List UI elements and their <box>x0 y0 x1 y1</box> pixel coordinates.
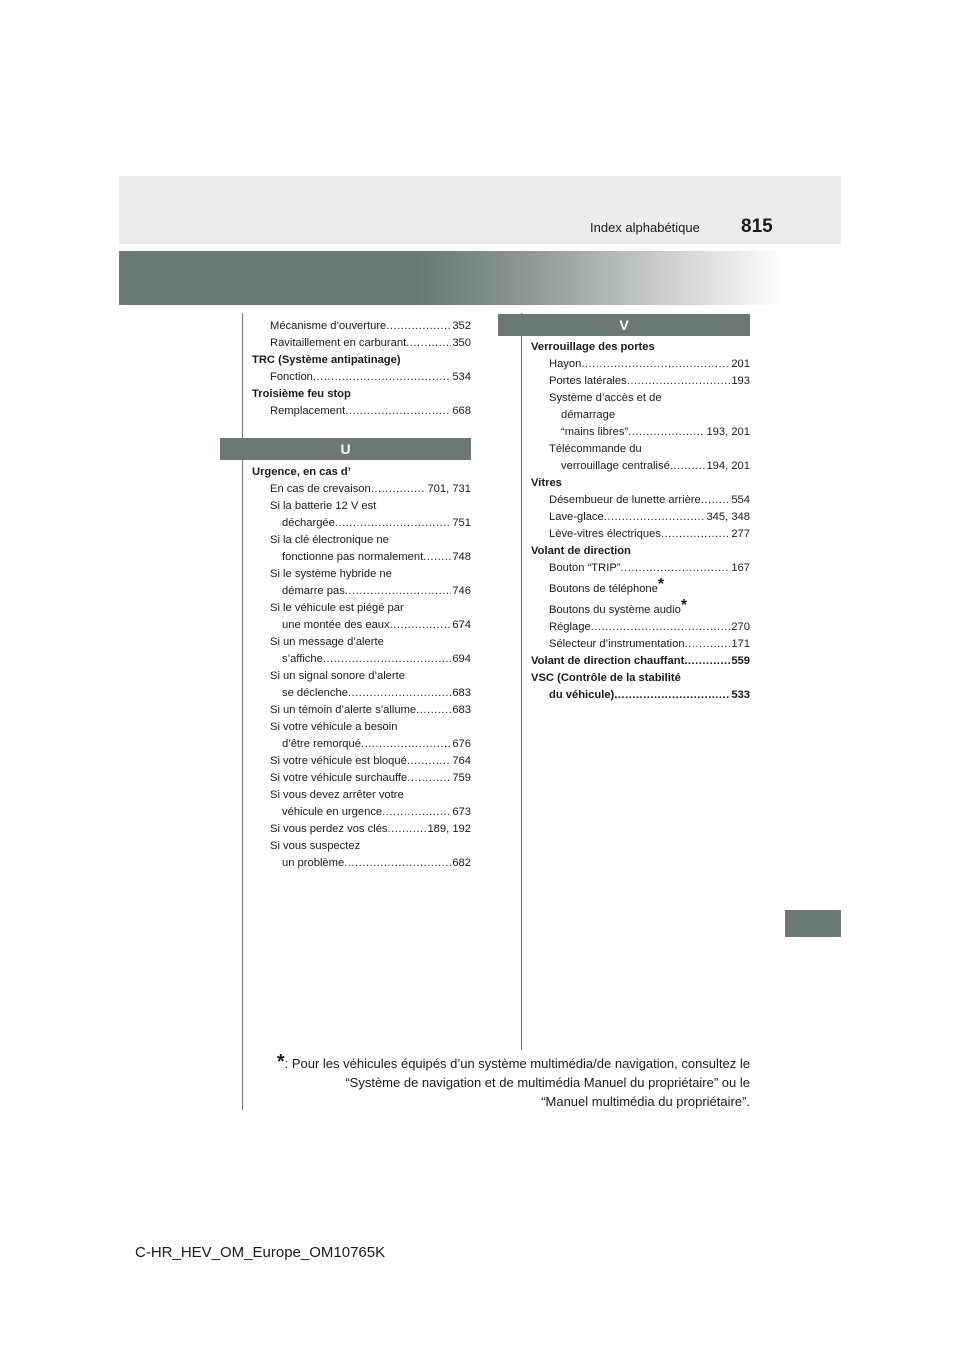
index-entry <box>531 577 750 598</box>
dot-leader <box>313 369 451 386</box>
dot-leader <box>371 481 427 498</box>
index-entry-pages: 193, 201 <box>706 426 750 438</box>
index-entry-label: Volant de direction <box>531 545 631 557</box>
index-entry <box>252 736 471 753</box>
index-entry-label: En cas de crevaison <box>270 483 371 495</box>
index-entry <box>531 543 750 560</box>
index-entry <box>252 386 471 403</box>
index-entry <box>252 804 471 821</box>
index-entry <box>252 335 471 352</box>
index-entry <box>531 509 750 526</box>
dot-leader <box>621 560 731 577</box>
index-entry-label: Si un signal sonore d’alerte <box>270 670 405 682</box>
index-entry-pages: 682 <box>452 857 471 869</box>
index-entry <box>252 855 471 872</box>
document-id: C-HR_HEV_OM_Europe_OM10765K <box>135 1244 386 1261</box>
index-entry <box>252 770 471 787</box>
chapter-tab-marker <box>785 910 841 937</box>
index-entry <box>531 636 750 653</box>
index-entry-label: Si vous suspectez <box>270 840 361 852</box>
index-entry <box>252 753 471 770</box>
index-entry <box>531 653 750 670</box>
index-entry-label: VSC (Contrôle de la stabilité <box>531 672 681 684</box>
index-entry <box>252 549 471 566</box>
index-entry <box>252 464 471 481</box>
footnote-line-3: “Manuel multimédia du propriétaire”. <box>541 1094 750 1109</box>
section-letter-v: V <box>498 314 750 336</box>
dot-leader <box>406 335 451 352</box>
index-entry <box>252 352 471 369</box>
index-entry <box>252 318 471 335</box>
index-entry-label: se déclenche <box>282 687 348 699</box>
index-entry-label: Si vous devez arrêter votre <box>270 789 404 801</box>
index-entry <box>252 668 471 685</box>
index-entry-pages: 270 <box>731 621 750 633</box>
index-entry <box>531 598 750 619</box>
index-entry <box>252 787 471 804</box>
index-entry <box>252 515 471 532</box>
index-entry-pages: 694 <box>452 653 471 665</box>
index-entry <box>252 403 471 420</box>
index-entry-label: déchargée <box>282 517 335 529</box>
index-entry <box>252 498 471 515</box>
index-entry-pages: 167 <box>731 562 750 574</box>
dot-leader <box>701 492 731 509</box>
index-entry-pages: 201 <box>731 358 750 370</box>
index-entry-label: s’affiche <box>282 653 323 665</box>
index-entry <box>252 719 471 736</box>
index-entry-label: véhicule en urgence <box>282 806 383 818</box>
dot-leader <box>361 736 451 753</box>
dot-leader <box>614 687 730 704</box>
footnote-marker: * <box>276 1051 285 1073</box>
dot-leader <box>423 549 451 566</box>
dot-leader <box>628 424 705 441</box>
index-entry <box>531 407 750 424</box>
index-entry-pages: 751 <box>452 517 471 529</box>
index-entry-pages: 350 <box>452 337 471 349</box>
index-entry-label: Si le véhicule est piégé par <box>270 602 404 614</box>
index-entry-pages: 673 <box>452 806 471 818</box>
dot-leader <box>627 373 731 390</box>
dot-leader <box>581 356 730 373</box>
index-entry-label: du véhicule) <box>549 689 615 701</box>
header-band <box>119 176 841 244</box>
index-entry <box>531 560 750 577</box>
index-entry-label: Si votre véhicule surchauffe <box>270 772 408 784</box>
dot-leader <box>388 821 427 838</box>
index-entry <box>531 424 750 441</box>
index-entry-pages: 746 <box>452 585 471 597</box>
dot-leader <box>345 403 451 420</box>
index-entry <box>252 532 471 549</box>
index-entry-label: Boutons de téléphone <box>549 583 658 595</box>
index-entry <box>531 339 750 356</box>
dot-leader <box>591 619 731 636</box>
index-entry-label: Si un message d’alerte <box>270 636 384 648</box>
index-entry-label: Sélecteur d’instrumentation <box>549 638 685 650</box>
footnote <box>250 1053 750 1111</box>
page-number: 815 <box>741 216 773 237</box>
index-entry-label: Vitres <box>531 477 562 489</box>
left-column-bottom <box>252 464 471 872</box>
index-entry-pages: 171 <box>731 638 750 650</box>
index-entry <box>252 702 471 719</box>
index-entry-label: Troisième feu stop <box>252 388 351 400</box>
index-entry-label: Si vous perdez vos clés <box>270 823 388 835</box>
dot-leader <box>345 583 452 600</box>
index-entry <box>252 838 471 855</box>
left-column-top <box>252 318 471 420</box>
index-entry-pages: 748 <box>452 551 471 563</box>
index-entry-label: Si la clé électronique ne <box>270 534 389 546</box>
index-entry-pages: 194, 201 <box>706 460 750 472</box>
index-entry-pages: 559 <box>731 655 750 667</box>
index-entry <box>252 821 471 838</box>
index-entry-label: Si un témoin d’alerte s’allume <box>270 704 417 716</box>
index-entry <box>252 481 471 498</box>
index-entry-label: Réglage <box>549 621 591 633</box>
index-entry-label: Urgence, en cas d’ <box>252 466 351 478</box>
index-entry-label: Système d’accès et de <box>549 392 662 404</box>
section-letter-u: U <box>220 438 471 460</box>
index-entry-label: Hayon <box>549 358 582 370</box>
index-entry-label: Si le système hybride ne <box>270 568 392 580</box>
index-entry-pages: 668 <box>452 405 471 417</box>
index-entry-pages: 277 <box>731 528 750 540</box>
dot-leader <box>386 318 451 335</box>
index-entry-label: TRC (Système antipatinage) <box>252 354 401 366</box>
index-entry-label: un problème <box>282 857 345 869</box>
index-entry-label: Volant de direction chauffant <box>531 655 685 667</box>
index-entry <box>252 617 471 634</box>
index-entry-pages: 683 <box>452 687 471 699</box>
dot-leader <box>661 526 730 543</box>
index-entry <box>531 619 750 636</box>
index-entry-label: Lève-vitres électriques <box>549 528 661 540</box>
index-entry <box>531 670 750 687</box>
index-entry <box>252 685 471 702</box>
index-entry <box>252 634 471 651</box>
index-entry-label: Verrouillage des portes <box>531 341 655 353</box>
index-entry <box>531 441 750 458</box>
index-entry-label: Mécanisme d’ouverture <box>270 320 387 332</box>
index-entry-pages: 189, 192 <box>427 823 471 835</box>
index-entry-pages: 683 <box>452 704 471 716</box>
index-entry-pages: 676 <box>452 738 471 750</box>
index-entry-label: Si la batterie 12 V est <box>270 500 377 512</box>
index-entry <box>531 687 750 704</box>
dot-leader <box>335 515 451 532</box>
dot-leader <box>323 651 451 668</box>
index-entry-pages: 533 <box>731 689 750 701</box>
index-entry <box>531 373 750 390</box>
index-entry-label: Lave-glace <box>549 511 604 523</box>
dot-leader <box>348 685 451 702</box>
index-entry-pages: 193 <box>731 375 750 387</box>
index-entry-pages: 554 <box>731 494 750 506</box>
footnote-line-2: “Système de navigation et de multimédia Manuel du propriétaire” ou le <box>345 1075 750 1090</box>
index-entry-label: “mains libres” <box>561 426 629 438</box>
index-entry-label: Télécommande du <box>549 443 642 455</box>
dot-leader <box>344 855 451 872</box>
index-entry-label: fonctionne pas normalement <box>282 551 424 563</box>
footnote-line-1: : Pour les véhicules équipés d’un système multimédia/de navigation, consultez le <box>284 1056 750 1071</box>
index-entry-pages: 701, 731 <box>427 483 471 495</box>
dot-leader <box>684 653 730 670</box>
chapter-banner <box>119 251 784 305</box>
index-entry-label: démarre pas <box>282 585 345 597</box>
center-column-rule <box>521 313 522 1050</box>
index-entry-pages: 759 <box>452 772 471 784</box>
index-entry-pages: 534 <box>452 371 471 383</box>
index-entry <box>252 651 471 668</box>
index-entry-pages: 345, 348 <box>706 511 750 523</box>
index-entry-label: Fonction <box>270 371 313 383</box>
index-entry <box>531 475 750 492</box>
footnote-star-icon: * <box>680 597 688 614</box>
index-entry <box>252 600 471 617</box>
index-entry-pages: 674 <box>452 619 471 631</box>
index-entry-label: Boutons du système audio <box>549 604 681 616</box>
index-entry-pages: 764 <box>452 755 471 767</box>
index-entry-label: verrouillage centralisé <box>561 460 670 472</box>
dot-leader <box>390 617 452 634</box>
dot-leader <box>407 753 452 770</box>
section-title: Index alphabétique <box>590 220 700 235</box>
index-entry <box>252 369 471 386</box>
footnote-star-icon: * <box>657 576 665 593</box>
index-entry-label: une montée des eaux <box>282 619 390 631</box>
dot-leader <box>416 702 451 719</box>
index-entry <box>531 458 750 475</box>
index-entry-label: Ravitaillement en carburant <box>270 337 407 349</box>
index-entry-label: Si votre véhicule a besoin <box>270 721 398 733</box>
dot-leader <box>407 770 451 787</box>
index-entry-label: Portes latérales <box>549 375 627 387</box>
index-entry <box>252 583 471 600</box>
index-entry <box>531 356 750 373</box>
dot-leader <box>670 458 706 475</box>
index-entry <box>531 526 750 543</box>
dot-leader <box>604 509 706 526</box>
index-entry <box>252 566 471 583</box>
index-entry-label: Remplacement <box>270 405 346 417</box>
right-column <box>531 339 750 704</box>
index-entry-label: d’être remorqué <box>282 738 361 750</box>
index-entry <box>531 390 750 407</box>
index-entry-label: Si votre véhicule est bloqué <box>270 755 407 767</box>
index-entry-label: Bouton “TRIP” <box>549 562 621 574</box>
index-entry-label: Désembueur de lunette arrière <box>549 494 701 506</box>
dot-leader <box>685 636 731 653</box>
index-entry-pages: 352 <box>452 320 471 332</box>
index-entry-label: démarrage <box>561 409 616 421</box>
left-column-rule <box>242 313 243 1110</box>
dot-leader <box>382 804 451 821</box>
index-entry <box>531 492 750 509</box>
